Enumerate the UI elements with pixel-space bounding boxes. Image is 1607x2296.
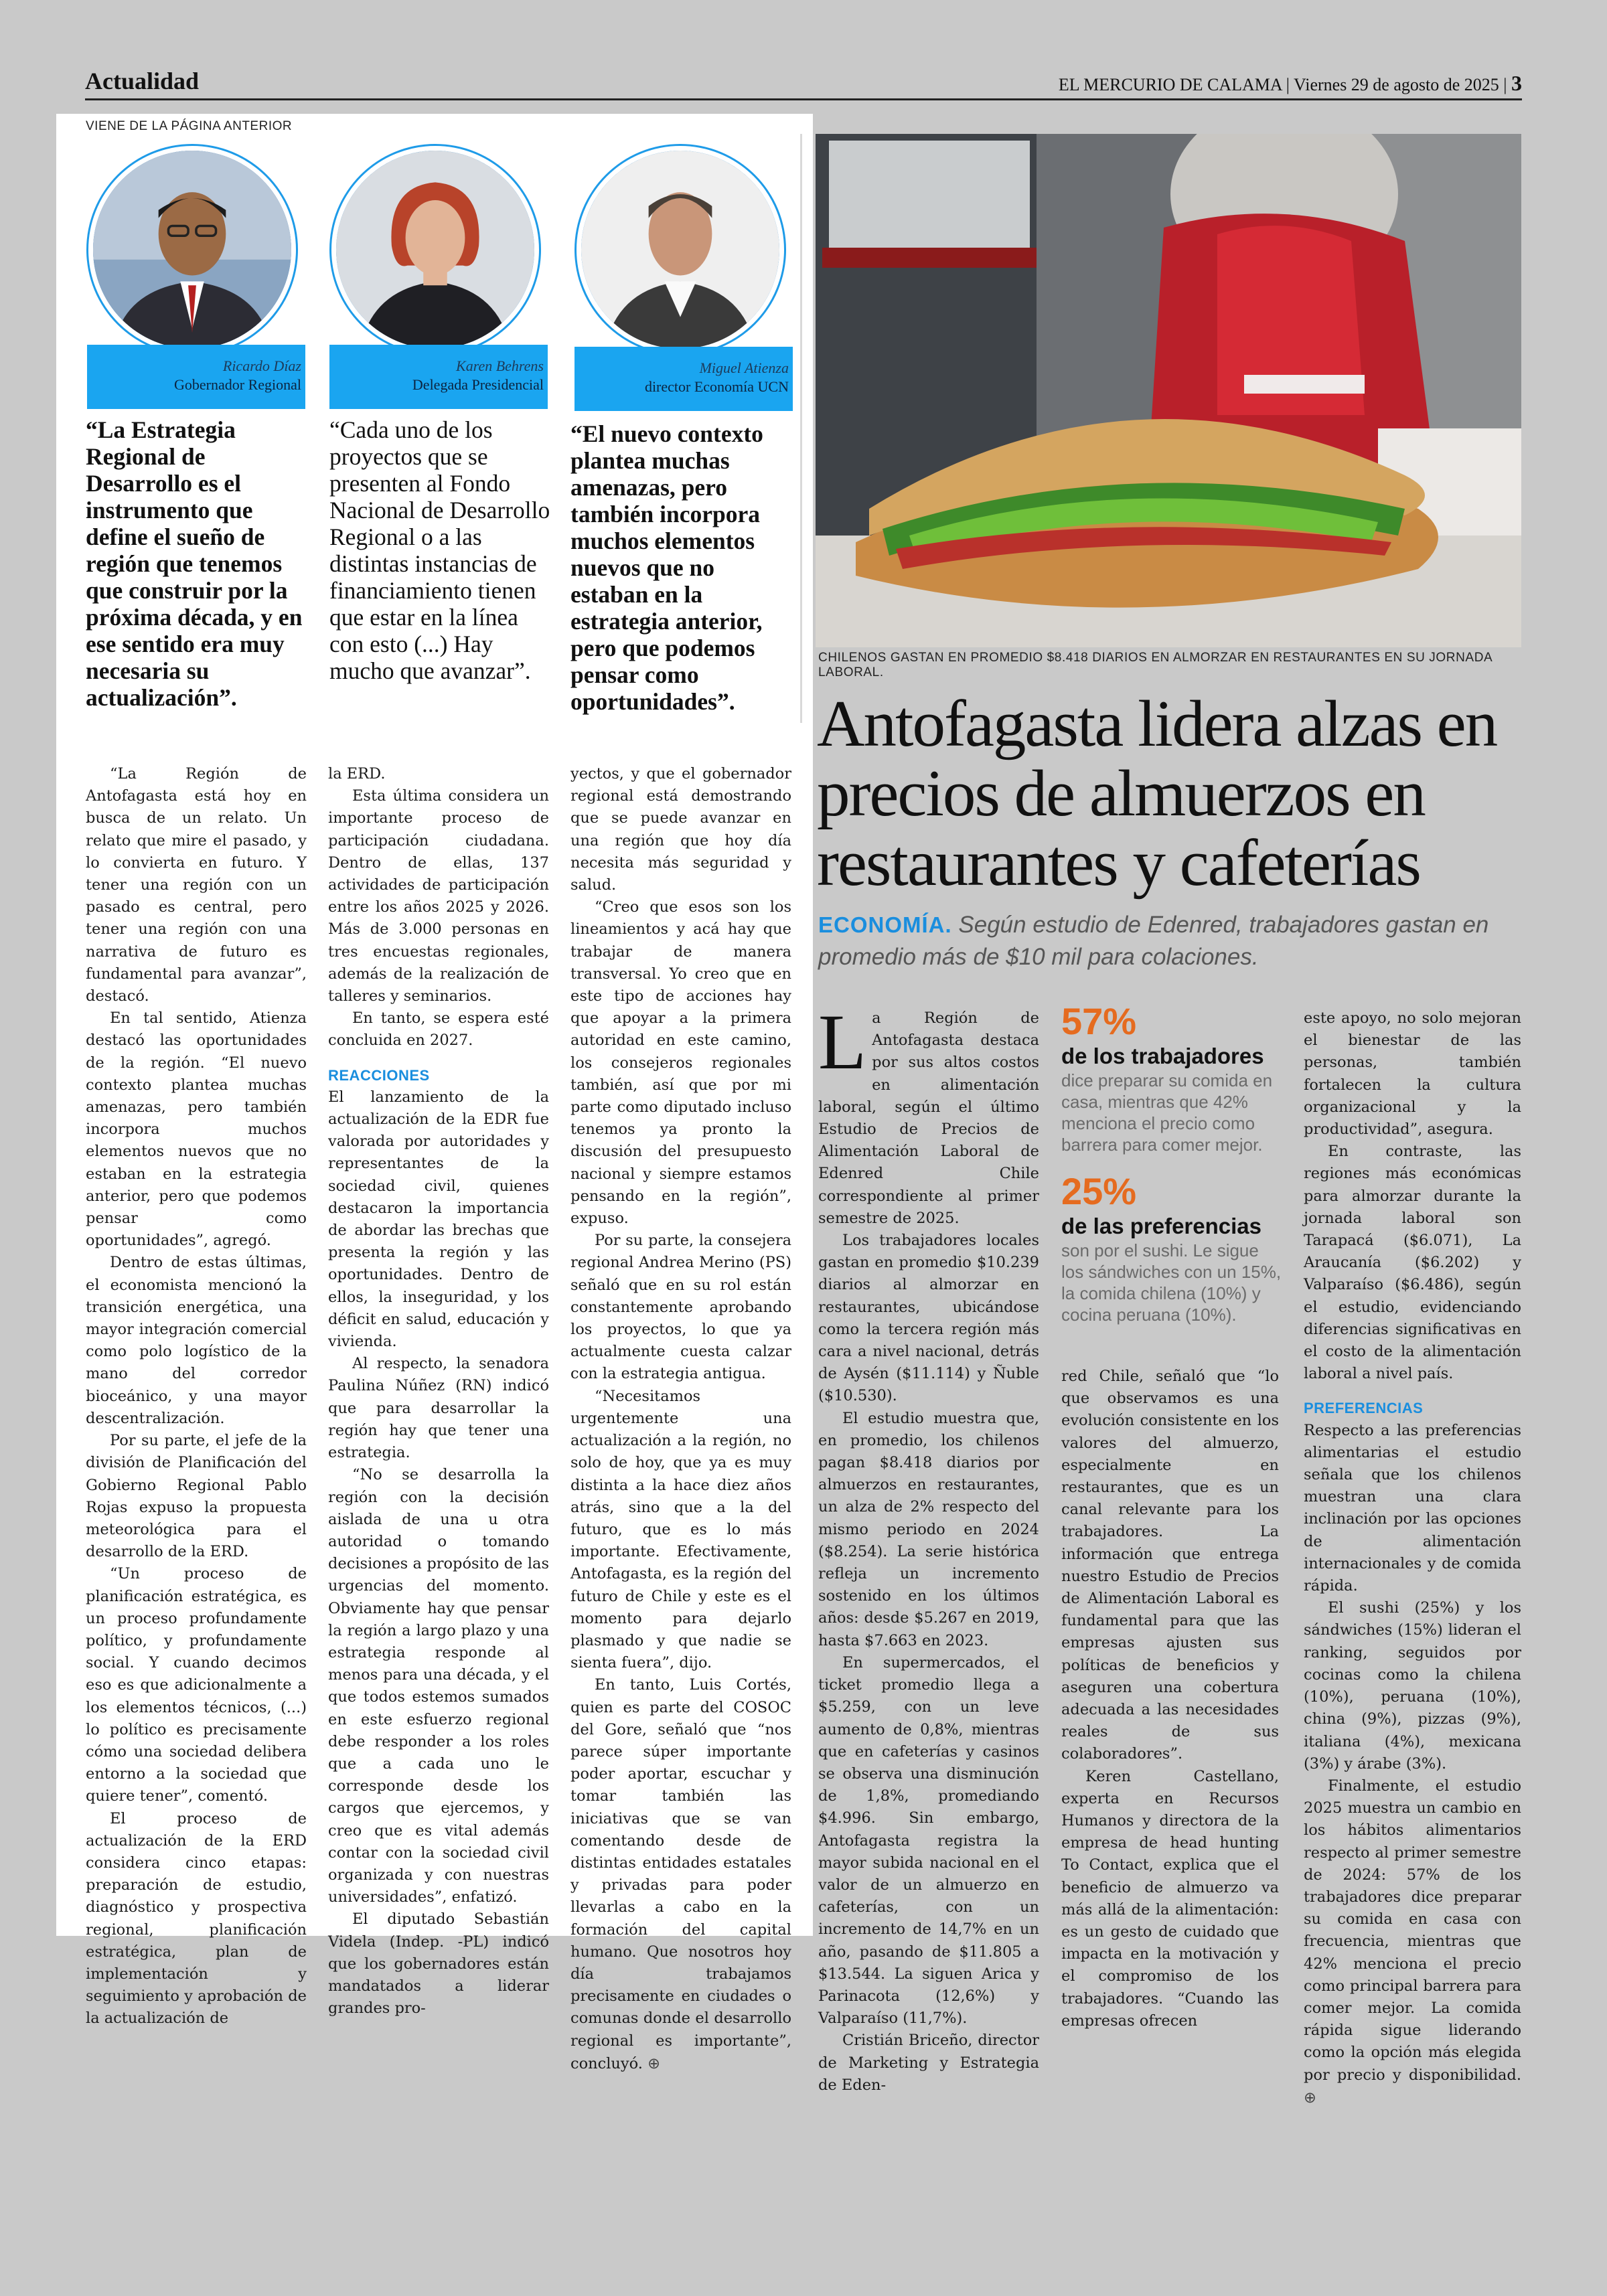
name-box-miguel-atienza [575, 347, 793, 411]
subhead-reacciones: REACCIONES [328, 1066, 430, 1084]
lead-text: Según estudio de Edenred, trabajadores gastan en promedio más de $10 mil para colaciones. [818, 912, 1489, 970]
stat-label: de las preferencias [1061, 1214, 1261, 1238]
paragraph: Por su parte, la consejera regional Andrea Merino (PS) señaló que en su rol están constantemente aprobando los proyectos, lo que ya actualmente cuesta calzar con la estrategia antigua. [570, 1232, 791, 1383]
portrait-miguel-atienza [577, 146, 784, 353]
portrait-ricardo-diaz [88, 146, 296, 353]
paragraph: yectos, y que el gobernador regional está demostrando que se puede avanzar en una región que hoy día necesita más seguridad y salud. [570, 765, 791, 894]
stat-label: de los trabajadores [1061, 1044, 1264, 1068]
left-article-col2 [328, 763, 549, 2020]
left-article-col1 [86, 763, 307, 2030]
paragraph: Por su parte, el jefe de la división de Planificación del Gobierno Regional Pablo Rojas expuso la propuesta meteorológica para el desarrollo de la ERD. [86, 1432, 307, 1561]
page-header [85, 64, 1522, 100]
paragraph-text: a Región de Antofagasta destaca por sus altos costos en alimentación laboral, según el último Estudio de Precios de Alimentación Laboral de Edenred Chile correspondiente al primer semestre de 2025. [818, 1009, 1039, 1227]
paragraph: “Un proceso de planificación estratégica, es un proceso profundamente político, y profundamente social. Y cuando decimos eso es que adicionalmente a los elementos técnicos, (...) lo político es precisamente cómo una sociedad delibera entorno a la sociedad que quiere tener”, comentó. [86, 1565, 307, 1805]
profile-name: Karen Behrens [456, 357, 544, 374]
paragraph: este apoyo, no solo mejoran el bienestar de las personas, también fortalecen la cultura organizacional y la productividad”, asegura. [1304, 1009, 1521, 1139]
right-article-col2 [1061, 1366, 1279, 2032]
end-mark-icon: ⊕ [1304, 2088, 1316, 2106]
section-title: Actualidad [85, 68, 200, 94]
quote-ricardo-diaz: “La Estrategia Regional de Desarrollo es el instrumento que define el sueño de región que tenemos que construir por la próxima década, y en ese sentido era muy necesaria su actualización”. [86, 416, 303, 711]
paragraph: En supermercados, el ticket promedio llega a $5.259, con un leve aumento de 0,8%, mientras que en cafeterías y casinos se observa una disminución de 1,8%, promediando $4.996. Sin embargo, Antofagasta registra la mayor subida nacional en el valor de un almuerzo en cafeterías, con un incremento de 14,7% en un año, pasando de $11.805 a $13.544. La siguen Arica y Parinacota (12,6%) y Valparaíso (11,7%). [818, 1653, 1039, 2028]
name-box-ricardo-diaz [87, 345, 305, 409]
quote-miguel-atienza: “El nuevo contexto plantea muchas amenazas, pero también incorpora muchos elementos nuevos que no estaban en la estrategia anterior, pero que podemos pensar como oportunidades”. [570, 420, 763, 715]
column-divider [800, 134, 802, 723]
right-article-col3 [1304, 1007, 1521, 2109]
paragraph-text: Finalmente, el estudio 2025 muestra un cambio en los hábitos alimentarios respecto al primer semestre de 2024: 57% de los trabajadores dice preparar su comida en casa con frecuencia, mientras que 42% menciona el precio como principal barrera para comer mejor. La comida rápida sigue liderando como la opción más elegida por precio y disponibilidad. [1304, 1777, 1521, 2084]
paragraph: El sushi (25%) y los sándwiches (15%) lideran el ranking, seguidos por cocinas como la chilena (10%), peruana (10%), china (9%), pizzas (9%), italiana (4%), mexicana (3%) y árabe (3%). [1304, 1599, 1521, 1773]
continued-label: VIENE DE LA PÁGINA ANTERIOR [86, 119, 293, 133]
paragraph: Esta última considera un importante proceso de participación ciudadana. Dentro de ellas, 137 actividades de participación entre los años 2025 y 2026. Más de 3.000 personas en tres encuestas regionales, además de la realización de talleres y seminarios. [328, 787, 549, 1005]
paragraph: Cristián Briceño, director de Marketing y Estrategia de Eden- [818, 2032, 1039, 2094]
paragraph: “La Región de Antofagasta está hoy en busca de un relato. Un relato que mire el pasado, y lo convierta en futuro. Y tener una región con un pasado es central, pero tener una región con una narrativa de futuro es fundamental para avanzar”, destacó. [86, 765, 307, 1005]
stats-box [1061, 1000, 1282, 1325]
paragraph: El lanzamiento de la actualización de la EDR fue valorada por autoridades y representantes de la sociedad civil, quienes destacaron la importancia de abordar las brechas que presenta la región y las oportunidades. Dentro de ellos, la inseguridad, y los déficit en salud, educación y vivienda. [328, 1088, 549, 1351]
paragraph: “Necesitamos urgentemente una actualización a la región, no solo de hoy, que ya es muy distinta a la hace diez años atrás, sino que a la del futuro, que es lo más importante. Efectivamente, Antofagasta, es la región del futuro de Chile y este es el momento para dejarlo plasmado y que nadie se sienta fuera”, dijo. [570, 1387, 791, 1672]
paragraph: El diputado Sebastián Videla (Indep. -PL) indicó que los gobernadores están mandatados a liderar grandes pro- [328, 1910, 549, 2018]
name-box-karen-behrens [329, 345, 548, 409]
paragraph: Dentro de estas últimas, el economista mencionó la transición energética, una mayor integración comercial como polo logístico de la mano del corredor bioceánico, y una mayor descentralización. [86, 1254, 307, 1427]
stat-number: 57% [1061, 1000, 1137, 1042]
paragraph: El estudio muestra que, en promedio, los chilenos pagan $8.418 diarios por almuerzos en restaurantes, un alza de 2% respecto del mismo periodo en 2024 ($8.254). La serie histórica refleja un incremento sostenido en los últimos años: desde $5.267 en 2019, hasta $7.663 en 2023. [818, 1409, 1039, 1649]
end-mark-icon: ⊕ [647, 2054, 660, 2072]
paragraph: “Creo que esos son los lineamientos y acá hay que trabajar de manera transversal. Yo creo que en este tipo de acciones hay que apoyar a la primera autoridad en este camino, los consejeros regionales también, así que por mi parte como diputado incluso tenemos ya pronto la discusión del presupuesto nacional y siempre estamos pensando en la región”, expuso. [570, 898, 791, 1228]
profile-name: Ricardo Díaz [222, 357, 301, 374]
left-article-col3 [570, 763, 791, 2075]
page-number: 3 [1511, 71, 1522, 95]
lead [818, 909, 1515, 973]
lead-tag: ECONOMÍA. [818, 912, 952, 937]
paragraph: En tanto, se espera esté concluida en 2027. [328, 1009, 549, 1050]
paragraph: En contraste, las regiones más económicas para almorzar durante la jornada laboral son Tarapacá ($6.071), La Araucanía ($6.202) y Valparaíso ($6.486), según el estudio, evidenciando diferencias significativas en el costo de la alimentación laboral a nivel país. [1304, 1143, 1521, 1383]
paragraph: Los trabajadores locales gastan en promedio $10.239 diarios al almorzar en restaurantes, ubicándose como la tercera región más cara a nivel nacional, detrás de Aysén ($11.114) y Ñuble ($10.530). [818, 1232, 1039, 1405]
photo-caption: CHILENOS GASTAN EN PROMEDIO $8.418 DIARIOS EN ALMORZAR EN RESTAURANTES EN SU JORNADA LABORAL. [818, 651, 1493, 679]
stat-text: dice preparar su comida en casa, mientras que 42% menciona el precio como barrera para comer mejor. [1061, 1070, 1273, 1155]
paragraph: Respecto a las preferencias alimentarias el estudio señala que los chilenos muestran una clara inclinación por las opciones de alimentación internacionales y de comida rápida. [1304, 1421, 1521, 1595]
profile-name: Miguel Atienza [699, 359, 789, 376]
stat-text: son por el sushi. Le sigue los sándwiches con un 15%, la comida chilena (10%) y cocina peruana (10%). [1061, 1240, 1282, 1325]
issue-date: Viernes 29 de agosto de 2025 [1294, 75, 1499, 94]
paragraph: “No se desarrolla la región con la decisión aislada de una u otra autoridad o tomando decisiones a propósito de las urgencias del momento. Obviamente hay que pensar la región a largo plazo y una estrategia responde al menos para una década, y el que todos estemos sumados en este esfuerzo regional debe responder a los roles que a cada uno le corresponde desde los cargos que ejercemos, y creo que es vital además contar con la sociedad civil organizada y con nuestras universidades”, enfatizó. [328, 1466, 549, 1906]
stat-item [1061, 1000, 1282, 1155]
sandwich-photo [816, 134, 1521, 647]
right-article-col1 [818, 998, 1039, 2097]
paragraph: Al respecto, la senadora Paulina Núñez (RN) indicó que para desarrollar la región hay que tener una estrategia. [328, 1355, 549, 1462]
profile-role: Delegada Presidencial [412, 376, 544, 393]
portrait-karen-behrens [331, 146, 539, 353]
paragraph: red Chile, señaló que “lo que observamos es una evolución consistente en los valores del almuerzo, especialmente en restaurantes, que es un canal relevante para los trabajadores. La información que entrega nuestro Estudio de Precios de Alimentación Laboral es fundamental para que las empresas ajusten sus políticas de beneficios y aseguren una cobertura adecuada a las necesidades reales de sus colaboradores”. [1061, 1368, 1279, 1763]
paragraph: El proceso de actualización de la ERD considera cinco etapas: preparación de estudio, diagnóstico y prospectiva regional, planificación estratégica, plan de implementación y seguimiento y aprobación de la actualización de [86, 1809, 307, 2028]
newspaper-name: EL MERCURIO DE CALAMA [1058, 75, 1282, 94]
stat-item [1061, 1170, 1282, 1325]
stat-number: 25% [1061, 1170, 1137, 1212]
headline: Antofagasta lidera alzas en precios de almuerzos en restaurantes y cafeterías [817, 687, 1497, 900]
paragraph: En tal sentido, Atienza destacó las oportunidades de la región. “El nuevo contexto plantea muchas amenazas, pero también incorpora muchos elementos nuevos que no estaban en la estrategia anterior, pero que podemos pensar como oportunidades”, agregó. [86, 1009, 307, 1250]
quote-karen-behrens: “Cada uno de los proyectos que se presenten al Fondo Nacional de Desarrollo Regional o a las distintas instancias de financiamiento tienen que estar en la línea con esto (...) Hay mucho que avanzar”. [329, 416, 550, 684]
drop-cap: L [818, 998, 867, 1086]
subhead-preferencias: PREFERENCIAS [1304, 1400, 1424, 1417]
paragraph [818, 998, 1039, 1230]
profile-role: Gobernador Regional [174, 376, 301, 393]
paragraph-text: En tanto, Luis Cortés, quien es parte del COSOC del Gore, señaló que “nos parece súper importante poder aportar, escuchar y tomar también las iniciativas que se van comentando desde de distintas entidades estatales y privadas para poder llevarlas a cabo en la formación del capital humano. Que nosotros hoy día trabajamos precisamente en ciudades o comunas donde el desarrollo regional es importante”, concluyó. [570, 1676, 791, 2072]
paragraph [1304, 1775, 1521, 2109]
paragraph [570, 1674, 791, 2075]
paragraph: Keren Castellano, experta en Recursos Humanos y directora de la empresa de head hunting To Contact, explica que el beneficio de almuerzo va más allá de la alimentación: es un gesto de cuidado que impacta en la motivación y el compromiso de los trabajadores. “Cuando las empresas ofrecen [1061, 1767, 1279, 2030]
profile-role: director Economía UCN [644, 378, 789, 395]
masthead-info: EL MERCURIO DE CALAMA | Viernes 29 de agosto de 2025 | 3 [1058, 71, 1522, 95]
paragraph: la ERD. [328, 765, 386, 783]
